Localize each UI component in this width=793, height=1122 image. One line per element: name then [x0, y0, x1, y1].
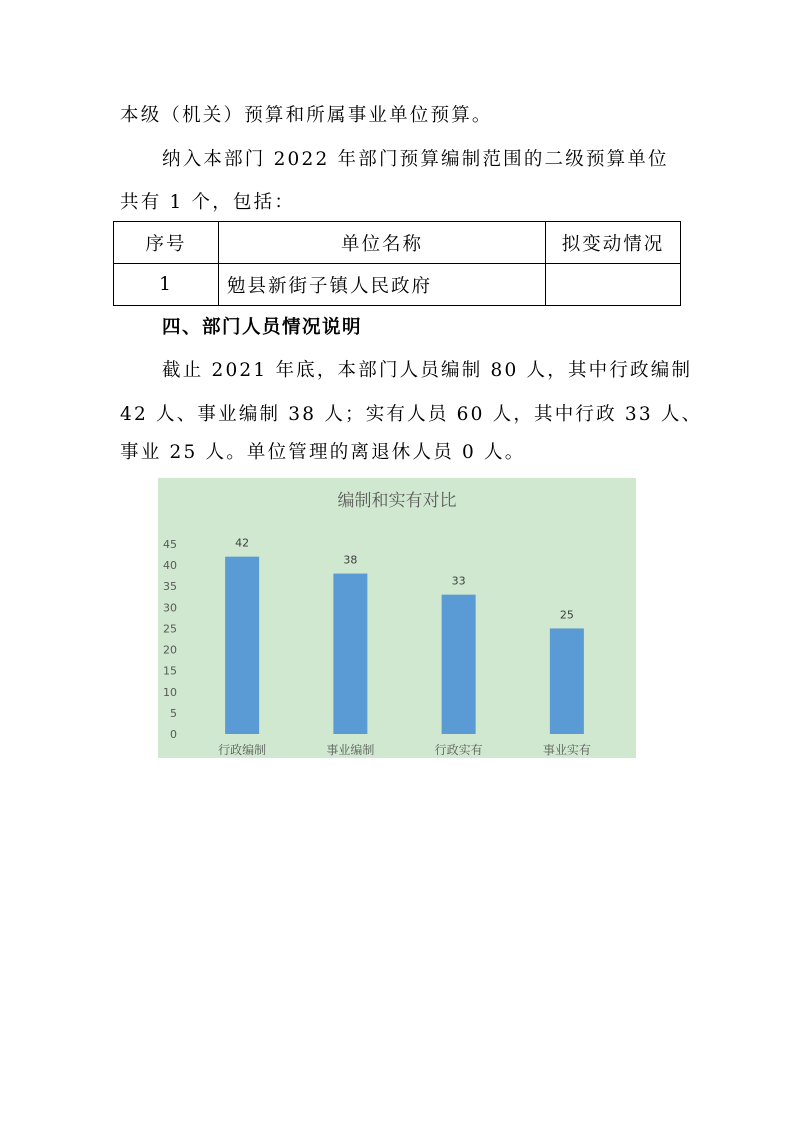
- y-tick-label: 10: [163, 685, 177, 699]
- paragraph-budget-scope: 本级（机关）预算和所属事业单位预算。: [120, 105, 493, 126]
- x-tick-label: 事业编制: [326, 743, 375, 757]
- y-tick-label: 0: [170, 728, 177, 741]
- x-axis: [218, 742, 591, 757]
- bar-value-label: 38: [343, 553, 358, 567]
- table-row: [114, 264, 681, 306]
- bars-group: [225, 557, 584, 734]
- y-tick-label: 40: [163, 559, 177, 573]
- value-labels-group: [235, 537, 574, 622]
- bar-value-label: 42: [235, 536, 250, 550]
- chart-title: 编制和实有对比: [337, 491, 457, 511]
- paragraph-staff-line2: 42 人、事业编制 38 人；实有人员 60 人，其中行政 33 人、: [120, 404, 703, 425]
- table-header-cell: 拟变动情况: [546, 222, 681, 264]
- units-table: [113, 221, 681, 306]
- y-tick-label: 45: [163, 538, 177, 551]
- table-header-cell: 序号: [114, 222, 219, 264]
- paragraph-staff-line1: 截止 2021 年底，本部门人员编制 80 人，其中行政编制: [162, 360, 693, 381]
- table-cell: 1: [114, 264, 219, 306]
- x-tick-label: 行政编制: [218, 743, 267, 757]
- paragraph-secondary-units-line1: 纳入本部门 2022 年部门预算编制范围的二级预算单位: [162, 149, 669, 170]
- table-cell: 勉县新街子镇人民政府: [219, 264, 546, 306]
- bar: [333, 574, 367, 734]
- chart-svg: [158, 478, 636, 758]
- y-tick-label: 35: [163, 580, 177, 594]
- y-tick-label: 20: [163, 643, 177, 657]
- bar: [225, 557, 259, 734]
- bar: [550, 628, 584, 734]
- y-tick-label: 30: [163, 601, 177, 615]
- bar: [442, 595, 476, 734]
- y-tick-label: 5: [170, 706, 177, 720]
- staff-comparison-chart: [158, 478, 636, 758]
- bar-value-label: 25: [559, 608, 574, 622]
- bar-value-label: 33: [451, 574, 466, 588]
- y-axis: [163, 538, 177, 741]
- y-tick-label: 25: [163, 622, 177, 636]
- section-heading-staff: 四、部门人员情况说明: [162, 317, 363, 338]
- y-tick-label: 15: [163, 664, 177, 678]
- table-header-row: [114, 222, 681, 264]
- x-tick-label: 事业实有: [542, 743, 591, 757]
- table-cell: [546, 264, 681, 306]
- x-tick-label: 行政实有: [434, 743, 483, 757]
- paragraph-staff-line3: 事业 25 人。单位管理的离退休人员 0 人。: [120, 442, 526, 463]
- table-header-cell: 单位名称: [219, 222, 546, 264]
- paragraph-secondary-units-line2: 共有 1 个，包括：: [120, 192, 296, 213]
